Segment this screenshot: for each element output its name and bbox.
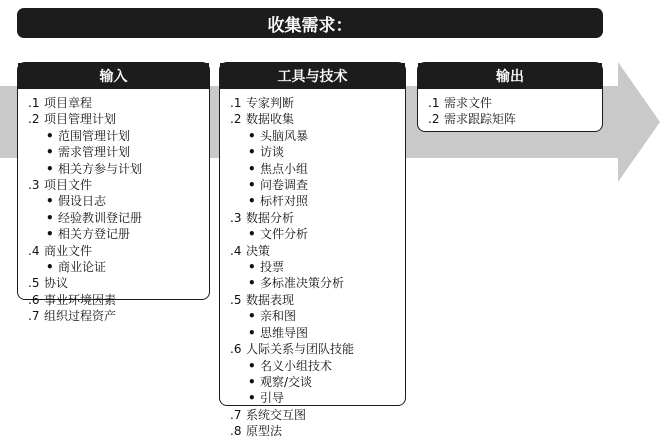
bullet-icon: • xyxy=(248,227,256,242)
item-number: .1 xyxy=(230,96,242,110)
bullet-icon: • xyxy=(248,276,256,291)
inputs-panel-header-label: 输入 xyxy=(99,69,128,85)
item-label: 数据收集 xyxy=(246,112,295,127)
tools-panel-header xyxy=(220,63,405,89)
list-item xyxy=(28,308,201,324)
bullet-icon: • xyxy=(248,358,256,373)
item-number: .2 xyxy=(230,112,242,127)
bullet-icon: • xyxy=(248,374,256,389)
item-label: 原型法 xyxy=(246,424,283,439)
sub-item xyxy=(28,210,201,226)
sub-item xyxy=(28,226,201,242)
outputs-panel-header-label: 输出 xyxy=(496,69,524,85)
sub-item xyxy=(230,161,397,177)
item-number: .7 xyxy=(230,407,242,422)
sub-item xyxy=(230,226,397,242)
item-number: .1 xyxy=(428,96,440,110)
sub-item-label: 焦点小组 xyxy=(260,161,309,176)
sub-item-label: 标杆对照 xyxy=(260,194,309,209)
bullet-icon: • xyxy=(248,128,256,143)
sub-item-label: 假设日志 xyxy=(58,194,107,209)
list-item xyxy=(230,407,397,423)
bullet-icon: • xyxy=(248,178,256,193)
sub-item xyxy=(28,128,201,144)
item-number: .2 xyxy=(28,112,40,127)
item-label: 协议 xyxy=(44,276,69,291)
sub-item-label: 头脑风暴 xyxy=(260,128,309,143)
bullet-icon: • xyxy=(248,260,256,275)
page-title: 收集需求： xyxy=(267,15,353,36)
sub-item xyxy=(230,193,397,209)
inputs-panel xyxy=(17,62,210,324)
sub-item xyxy=(230,374,397,390)
bullet-icon: • xyxy=(46,260,54,275)
sub-item xyxy=(230,275,397,291)
bullet-icon: • xyxy=(248,325,256,340)
item-number: .6 xyxy=(230,342,242,357)
item-label: 项目文件 xyxy=(44,178,93,193)
tools-panel xyxy=(219,62,406,439)
item-number: .4 xyxy=(230,243,242,258)
inputs-list xyxy=(18,89,209,331)
list-item xyxy=(230,292,397,308)
item-label: 数据表现 xyxy=(246,292,295,307)
bullet-icon: • xyxy=(46,227,54,242)
sub-item-label: 名义小组技术 xyxy=(260,358,333,373)
bullet-icon: • xyxy=(248,145,256,160)
sub-item-label: 需求管理计划 xyxy=(58,145,131,160)
item-label: 组织过程资产 xyxy=(44,309,117,324)
sub-item-label: 范围管理计划 xyxy=(58,128,131,143)
item-label: 商业文件 xyxy=(44,243,93,258)
outputs-panel xyxy=(417,62,603,132)
sub-item-label: 文件分析 xyxy=(260,227,309,242)
item-label: 系统交互图 xyxy=(246,407,307,422)
sub-item xyxy=(230,128,397,144)
sub-item xyxy=(230,144,397,160)
item-number: .2 xyxy=(428,112,440,127)
item-label: 项目管理计划 xyxy=(44,112,117,127)
item-number: .4 xyxy=(28,243,40,258)
sub-item-label: 经验教训登记册 xyxy=(58,210,143,225)
bullet-icon: • xyxy=(46,145,54,160)
bullet-icon: • xyxy=(248,161,256,176)
sub-item-label: 访谈 xyxy=(260,145,285,160)
sub-item xyxy=(230,390,397,406)
item-number: .5 xyxy=(28,276,40,291)
title-bar xyxy=(17,8,603,38)
sub-item-label: 商业论证 xyxy=(58,260,107,275)
item-label: 项目章程 xyxy=(44,96,93,110)
list-item xyxy=(230,95,397,111)
sub-item-label: 观察/交谈 xyxy=(260,374,313,389)
list-item xyxy=(28,177,201,193)
list-item xyxy=(230,341,397,357)
sub-item xyxy=(28,144,201,160)
outputs-panel-header xyxy=(418,63,602,89)
bullet-icon: • xyxy=(248,391,256,406)
sub-item-label: 相关方登记册 xyxy=(58,227,131,242)
list-item xyxy=(28,111,201,127)
bullet-icon: • xyxy=(248,309,256,324)
sub-item-label: 多标准决策分析 xyxy=(260,276,345,291)
outputs-list xyxy=(418,89,602,134)
item-number: .8 xyxy=(230,424,242,439)
inputs-panel-header xyxy=(18,63,209,89)
bullet-icon: • xyxy=(46,210,54,225)
bullet-icon: • xyxy=(46,194,54,209)
list-item xyxy=(230,210,397,226)
sub-item xyxy=(230,259,397,275)
sub-item-label: 问卷调查 xyxy=(260,178,309,193)
tools-list xyxy=(220,89,405,446)
sub-item xyxy=(230,358,397,374)
item-label: 人际关系与团队技能 xyxy=(246,342,355,357)
item-label: 需求文件 xyxy=(444,96,493,110)
sub-item xyxy=(230,325,397,341)
list-item xyxy=(428,95,594,111)
bullet-icon: • xyxy=(46,161,54,176)
list-item xyxy=(230,243,397,259)
list-item xyxy=(28,243,201,259)
list-item xyxy=(28,275,201,291)
list-item xyxy=(230,423,397,439)
tools-panel-header-label: 工具与技术 xyxy=(277,69,348,85)
sub-item-label: 引导 xyxy=(260,391,285,406)
bullet-icon: • xyxy=(248,194,256,209)
item-number: .3 xyxy=(230,210,242,225)
item-label: 决策 xyxy=(246,243,271,258)
sub-item xyxy=(28,161,201,177)
list-item xyxy=(230,111,397,127)
sub-item-label: 相关方参与计划 xyxy=(58,161,143,176)
item-number: .7 xyxy=(28,309,40,324)
item-number: .3 xyxy=(28,178,40,193)
list-item xyxy=(428,111,594,127)
item-number: .5 xyxy=(230,292,242,307)
sub-item xyxy=(230,308,397,324)
sub-item-label: 亲和图 xyxy=(260,309,297,324)
item-label: 专家判断 xyxy=(246,96,295,110)
item-label: 事业环境因素 xyxy=(44,292,117,307)
sub-item xyxy=(28,259,201,275)
sub-item xyxy=(230,177,397,193)
item-number: .1 xyxy=(28,96,40,110)
sub-item-label: 投票 xyxy=(260,260,285,275)
item-label: 数据分析 xyxy=(246,210,295,225)
item-number: .6 xyxy=(28,292,40,307)
list-item xyxy=(28,95,201,111)
list-item xyxy=(28,292,201,308)
sub-item xyxy=(28,193,201,209)
sub-item-label: 思维导图 xyxy=(260,325,309,340)
item-label: 需求跟踪矩阵 xyxy=(444,112,517,127)
bullet-icon: • xyxy=(46,128,54,143)
